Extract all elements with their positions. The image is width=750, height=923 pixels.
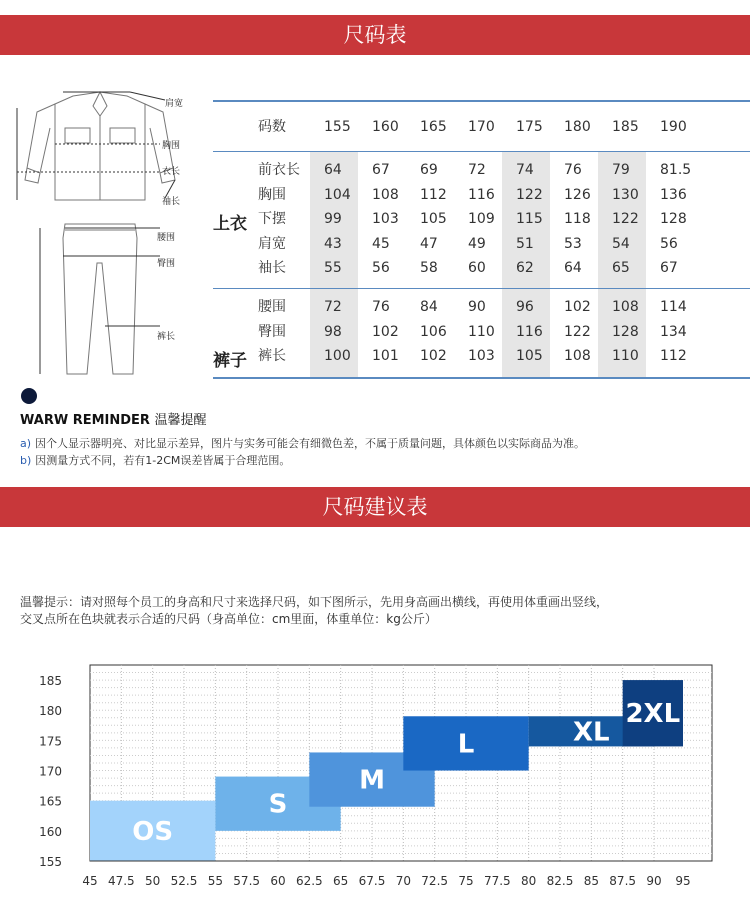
label-pants-length: 裤长 — [157, 332, 176, 342]
x-tick-label: 72.5 — [421, 874, 449, 888]
row-label: 前衣长 — [258, 162, 300, 178]
table-cell: 55 — [324, 260, 342, 276]
x-tick-label: 55 — [207, 874, 223, 888]
table-cell: 109 — [468, 211, 495, 227]
size-table — [213, 100, 750, 378]
row-label: 胸围 — [258, 186, 286, 203]
tips-line-1: 温馨提示：请对照每个员工的身高和尺寸来选择尺码，如下图所示，先用身高画出横线，再使用体重画出竖线， — [20, 595, 609, 609]
table-cell: 47 — [420, 235, 438, 252]
table-cell: 108 — [372, 186, 399, 203]
table-cell: 122 — [516, 186, 543, 203]
table-cell: 43 — [324, 235, 342, 252]
x-tick-label: 90 — [646, 874, 662, 888]
x-tick-label: 82.5 — [546, 874, 574, 888]
table-cell: 102 — [372, 323, 399, 340]
table-cell: 81.5 — [660, 162, 692, 178]
table-cell: 126 — [564, 186, 591, 203]
bullet-dot — [21, 388, 37, 404]
table-cell: 116 — [516, 323, 543, 340]
table-cell: 105 — [420, 211, 447, 227]
table-cell: 69 — [420, 162, 438, 178]
size-header: 180 — [564, 119, 591, 135]
size-advice-banner — [0, 487, 750, 527]
size-header: 175 — [516, 119, 543, 135]
header-label: 码数 — [258, 119, 286, 135]
size-header: 170 — [468, 119, 495, 135]
table-cell: 64 — [324, 162, 342, 178]
table-cell: 74 — [516, 162, 534, 178]
size-block-label: OS — [132, 816, 174, 847]
table-cell: 96 — [516, 299, 534, 315]
reminder-note-a — [20, 435, 585, 451]
table-cell: 67 — [660, 260, 678, 276]
size-block-label: M — [359, 765, 385, 796]
label-chest: 胸围 — [162, 141, 181, 151]
label-hip: 臀围 — [157, 259, 176, 269]
label-shoulder: 肩宽 — [165, 99, 184, 109]
table-cell: 76 — [564, 162, 582, 178]
table-cell: 136 — [660, 186, 687, 203]
table-cell: 49 — [468, 235, 486, 252]
size-block-label: L — [457, 729, 475, 760]
table-cell: 67 — [372, 162, 390, 178]
table-cell: 98 — [324, 323, 342, 340]
table-cell: 51 — [516, 235, 534, 252]
table-cell: 72 — [324, 299, 342, 315]
table-rule — [213, 100, 750, 102]
table-cell: 54 — [612, 235, 630, 252]
table-cell: 56 — [372, 260, 390, 276]
y-tick-label: 175 — [39, 734, 62, 749]
table-cell: 130 — [612, 186, 639, 203]
table-cell: 100 — [324, 348, 351, 364]
x-tick-label: 52.5 — [170, 874, 198, 888]
x-tick-label: 77.5 — [483, 874, 511, 888]
size-block-label: 2XL — [625, 699, 681, 730]
garment-measure-illustration — [5, 88, 210, 378]
table-cell: 102 — [564, 299, 591, 315]
x-tick-label: 62.5 — [295, 874, 323, 888]
x-tick-label: 45 — [82, 874, 98, 888]
y-tick-label: 165 — [39, 794, 62, 809]
row-label: 腰围 — [258, 299, 286, 315]
x-tick-label: 87.5 — [609, 874, 637, 888]
size-chart-banner — [0, 15, 750, 55]
note-text: 因个人显示器明亮、对比显示差异，图片与实务可能会有细微色差，不属于质量问题，具体颜色以实际商品为准。 — [35, 437, 586, 450]
note-prefix: a) — [20, 437, 32, 450]
x-tick-label: 47.5 — [107, 874, 135, 888]
table-cell: 76 — [372, 299, 390, 315]
y-tick-label: 155 — [39, 855, 62, 869]
table-cell: 110 — [612, 348, 639, 364]
row-label: 臀围 — [258, 323, 286, 340]
table-cell: 122 — [612, 211, 639, 227]
x-tick-label: 50 — [145, 874, 161, 888]
table-cell: 110 — [468, 323, 495, 340]
group-label: 裤子 — [213, 351, 247, 371]
table-rule — [213, 377, 750, 379]
x-tick-label: 95 — [675, 874, 691, 888]
label-sleeve: 袖长 — [162, 197, 181, 207]
table-cell: 104 — [324, 186, 351, 203]
table-cell: 115 — [516, 211, 543, 227]
table-cell: 72 — [468, 162, 486, 178]
size-recommendation-chart — [0, 655, 750, 895]
table-cell: 103 — [372, 211, 399, 227]
table-cell: 60 — [468, 260, 486, 276]
table-cell: 101 — [372, 348, 399, 364]
table-rule — [213, 288, 750, 289]
row-label: 袖长 — [258, 260, 286, 276]
table-cell: 64 — [564, 260, 582, 276]
table-cell: 108 — [612, 299, 639, 315]
x-tick-label: 57.5 — [233, 874, 261, 888]
row-label: 裤长 — [258, 348, 286, 364]
banner-title: 尺码建议表 — [322, 495, 428, 519]
reminder-title — [20, 409, 206, 428]
table-cell: 56 — [660, 235, 678, 252]
table-cell: 84 — [420, 299, 438, 315]
note-text: 因测量方式不同，若有1-2CM误差皆属于合理范围。 — [35, 454, 291, 467]
table-cell: 112 — [420, 186, 447, 203]
table-cell: 102 — [420, 348, 447, 364]
size-header: 165 — [420, 119, 447, 135]
row-label: 肩宽 — [258, 235, 286, 252]
table-cell: 105 — [516, 348, 543, 364]
row-label: 下摆 — [258, 211, 286, 227]
size-block-label: S — [268, 789, 288, 820]
table-cell: 99 — [324, 211, 342, 227]
size-header: 155 — [324, 119, 351, 135]
y-tick-label: 180 — [39, 704, 62, 719]
table-cell: 58 — [420, 260, 438, 276]
table-cell: 108 — [564, 348, 591, 364]
y-tick-label: 160 — [39, 824, 62, 839]
group-label: 上衣 — [213, 214, 247, 234]
tips-line-2: 交叉点所在色块就表示合适的尺码（身高单位：cm里面，体重单位：kg公斤） — [20, 612, 437, 626]
banner-title: 尺码表 — [343, 23, 407, 47]
table-cell: 118 — [564, 211, 591, 227]
x-tick-label: 85 — [583, 874, 599, 888]
label-length: 衣长 — [162, 167, 181, 177]
table-cell: 62 — [516, 260, 534, 276]
table-cell: 106 — [420, 323, 447, 340]
size-header: 190 — [660, 119, 687, 135]
size-block-label: XL — [573, 717, 610, 748]
table-cell: 45 — [372, 235, 390, 252]
x-tick-label: 60 — [270, 874, 286, 888]
table-rule — [213, 151, 750, 152]
x-tick-label: 75 — [458, 874, 474, 888]
table-cell: 122 — [564, 323, 591, 340]
table-cell: 53 — [564, 235, 582, 252]
table-cell: 103 — [468, 348, 495, 364]
table-cell: 128 — [660, 211, 687, 227]
x-tick-label: 67.5 — [358, 874, 386, 888]
size-header: 185 — [612, 119, 639, 135]
size-header: 160 — [372, 119, 399, 135]
note-prefix: b) — [20, 454, 32, 467]
x-tick-label: 65 — [333, 874, 349, 888]
table-cell: 90 — [468, 299, 486, 315]
reminder-note-b — [20, 452, 290, 468]
x-tick-label: 70 — [395, 874, 411, 888]
table-cell: 116 — [468, 186, 495, 203]
table-cell: 65 — [612, 260, 630, 276]
x-tick-label: 80 — [521, 874, 537, 888]
reminder-title-en: WARW REMINDER — [20, 413, 150, 428]
label-waist: 腰围 — [157, 233, 176, 243]
y-tick-label: 185 — [39, 674, 62, 689]
table-cell: 112 — [660, 348, 687, 364]
reminder-title-cn: 温馨提醒 — [154, 413, 207, 428]
table-cell: 79 — [612, 162, 630, 178]
table-cell: 128 — [612, 323, 639, 340]
table-cell: 114 — [660, 299, 687, 315]
y-tick-label: 170 — [39, 764, 62, 779]
table-cell: 134 — [660, 323, 687, 340]
